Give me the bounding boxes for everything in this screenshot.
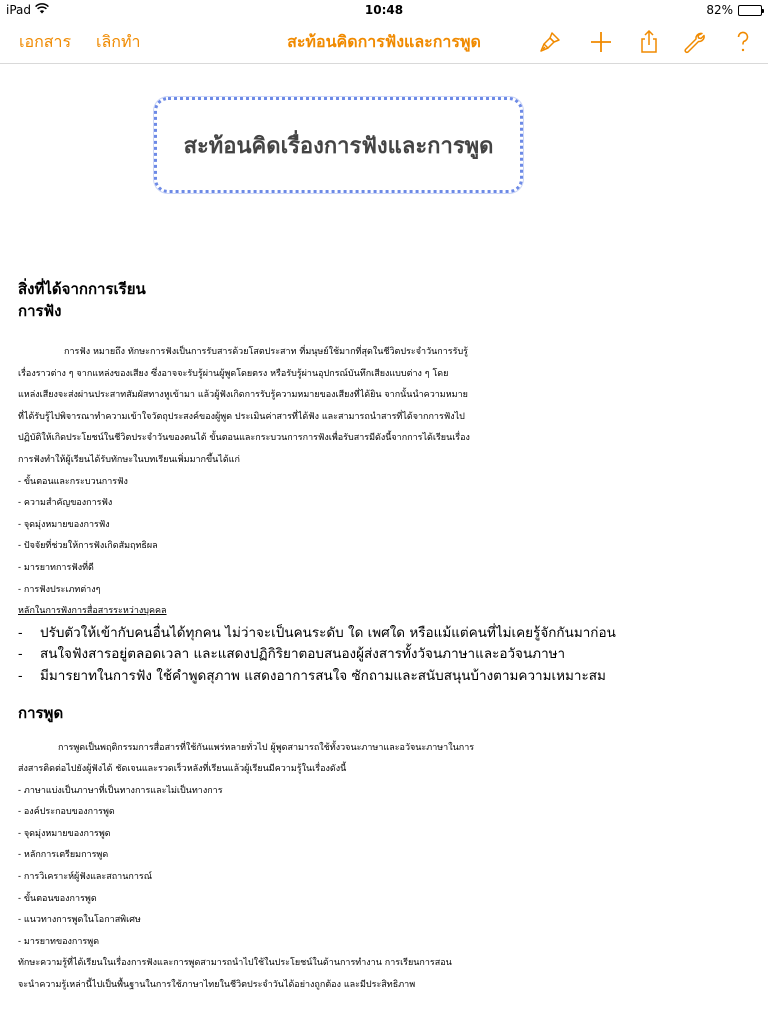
list-item-text: มีมารยาทในการฟัง ใช้คำพูดสุภาพ แสดงอาการสนใจ ซักถามและสนับสนุนบ้างตามความเหมาะสม [40,667,606,684]
status-right [706,3,762,17]
device-name: iPad [6,3,32,17]
list-item: - การฟังประเภทต่างๆ [18,584,101,595]
status-time: 10:48 [364,3,404,17]
list-item: - ความสำคัญของการฟัง [18,498,113,509]
list-item: - มารยาทของการพูด [18,936,100,947]
paragraph-line: การฟัง หมายถึง ทักษะการฟังเป็นการรับสารด้วยโสตประสาท ที่มนุษย์ใช้มากที่สุดในชีวิตประจำวันการรับรู้ [64,347,469,357]
list-dash: - [18,667,23,684]
list-item: - จุดมุ่งหมายของการฟัง [18,519,110,530]
list-item: - ขั้นตอนและกระบวนการฟัง [18,476,128,487]
status-bar [0,0,768,20]
list-item [18,623,756,645]
paintbrush-icon[interactable] [538,30,562,54]
undo-button[interactable]: เลิกทำ [96,32,141,51]
list-item [18,644,756,666]
list-item: - แนวทางการพูดในโอกาสพิเศษ [18,915,141,926]
documents-button[interactable]: เอกสาร [19,32,72,51]
list-item: - องค์ประกอบของการพูด [18,807,115,818]
paragraph-line: การพูดเป็นพฤติกรรมการสื่อสารที่ใช้กันแพร่หลายทั่วไป ผู้พูดสามารถใช้ทั้งวจนะภาษาและอวัจนะภาษาในการ [58,742,475,753]
list-item: - ภาษาแบ่งเป็นภาษาที่เป็นทางการและไม่เป็นทางการ [18,785,223,796]
toolbar [0,20,768,64]
list-item-text: สนใจฟังสารอยู่ตลอดเวลา และแสดงปฏิกิริยาตอบสนองผู้ส่งสารทั้งวัจนภาษาและอวัจนภาษา [40,646,566,663]
document-title: สะท้อนคิดการฟังและการพูด [287,32,481,51]
paragraph-line: จะนำความรู้เหล่านี้ไปเป็นพื้นฐานในการใช้ภาษาไทยในชีวิตประจำวันได้อย่างถูกต้อง และมีประสิทธิภาพ [18,980,416,991]
list-item: - จุดมุ่งหมายของการพูด [18,828,111,839]
principles-list [18,623,756,688]
title-box-text: สะท้อนคิดเรื่องการฟังและการพูด [183,133,494,159]
paragraph-line: การฟังทำให้ผู้เรียนได้รับทักษะในบทเรียนเพิ่มมากขึ้นได้แก่ [18,454,240,465]
battery-icon [738,5,762,16]
listening-heading: การฟัง [18,302,62,320]
list-item: - มารยาทการฟังที่ดี [18,562,94,573]
list-item: - หลักการเตรียมการพูด [18,850,109,861]
share-icon[interactable] [637,30,661,54]
listening-list [18,472,756,602]
paragraph-line: ทักษะความรู้ที่ได้เรียนในเรื่องการฟังและการพูดสามารถนำไปใช้ในประโยชน์ในด้านการทำงาน การเรียนการสอน [18,958,452,969]
list-item: - ปัจจัยที่ช่วยให้การฟังเกิดสัมฤทธิผล [18,541,158,552]
title-box[interactable] [154,97,523,193]
speaking-list [18,781,756,954]
list-item: - ขั้นตอนของการพูด [18,893,97,904]
speaking-paragraph [18,738,756,781]
wrench-icon[interactable] [682,30,706,54]
plus-icon[interactable] [589,30,613,54]
paragraph-line: ที่ได้รับรู้ไปพิจารณาทำความเข้าใจวัตถุประสงค์ของผู้พูด ประเมินค่าสารที่ได้ฟัง และสามารถนำสารที่ได้จากการฟังไป [18,411,465,422]
document-content [18,278,756,997]
section-heading: สิ่งที่ได้จากการเรียน [18,280,146,298]
battery-percent: 82% [706,3,733,17]
help-icon[interactable] [731,30,755,54]
closing-paragraph [18,953,756,996]
list-dash: - [18,646,23,663]
principles-heading: หลักในการฟังการสื่อสารระหว่างบุคคล [18,606,167,617]
list-item [18,666,756,688]
list-item: - การวิเคราะห์ผู้ฟังและสถานการณ์ [18,872,153,883]
paragraph-line: ส่งสารติดต่อไปยังผู้ฟังได้ ชัดเจนและรวดเร็วหลังที่เรียนแล้วผู้เรียนมีความรู้ในเรื่องดังนี้ [18,764,347,775]
document-canvas[interactable] [0,65,768,1024]
paragraph-line: ปฏิบัติให้เกิดประโยชน์ในชีวิตประจำวันของตนได้ ขั้นตอนและกระบวนการการฟังเพื่อรับสารมีดังนี้จากการได้เรียนเรื่อง [18,433,470,444]
paragraph-line: เรื่องราวต่าง ๆ จากแหล่งของเสียง ซึ่งอาจจะรับรู้ผ่านผู้พูดโดยตรง หรือรับรู้ผ่านอุปกรณ์บันทึกเสียงแบบต่าง ๆ โดย [18,368,449,379]
listening-paragraph [18,342,756,472]
speaking-heading: การพูด [18,703,64,722]
list-item-text: ปรับตัวให้เข้ากับคนอื่นได้ทุกคน ไม่ว่าจะเป็นคนระดับ ใด เพศใด หรือแม้แต่คนที่ไม่เคยรู้จักกันมาก่อน [40,624,616,641]
list-dash: - [18,624,23,641]
paragraph-line: แหล่งเสียงจะส่งผ่านประสาทสัมผัสทางหูเข้ามา แล้วผู้ฟังเกิดการรับรู้ความหมายของเสียงที่ได้ยิน จากนั้นนำความหมาย [18,390,468,401]
